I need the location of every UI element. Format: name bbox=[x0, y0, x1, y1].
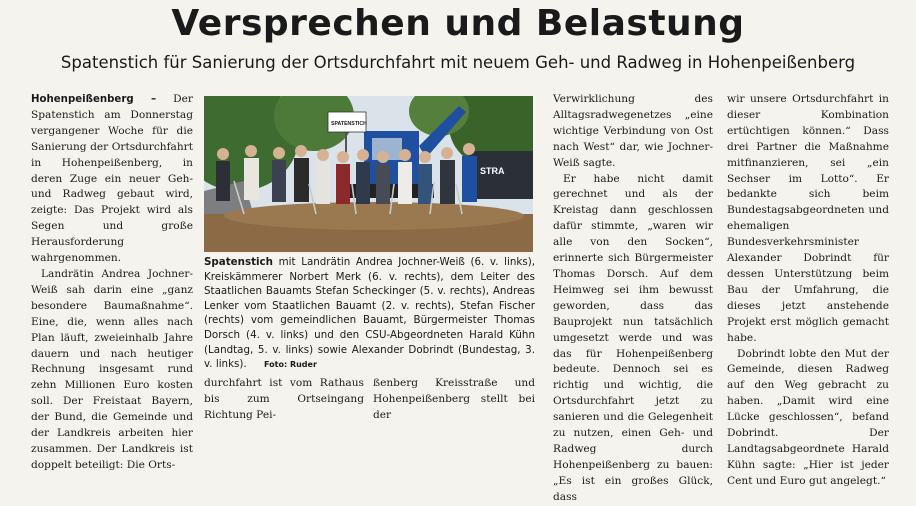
column-3 bbox=[553, 92, 713, 506]
paragraph: Er habe nicht damit gerechnet und als der Kreistag dann geschlossen dafür stimmte, „waren wir alle von den Socken“, erinnerte sich Bürgermeister Thomas Dorsch. Auf dem Heimweg sei ihm bewusst geworden, dass das Bauprojekt nun tatsächlich umgesetzt werde und was das für Hohenpeißenberg bedeute. Dennoch sei es richtig und wichtig, die Ortsdurchfahrt jetzt zu sanieren und die Gelegenheit zu nutzen, einen Geh- und Radweg durch Hohenpeißenberg zu bauen: „Es ist ein großes Glück, dass bbox=[553, 172, 713, 503]
paragraph: durchfahrt ist vom Rathaus bis zum Ortseingang Richtung Pei- bbox=[204, 377, 364, 421]
paragraph bbox=[31, 92, 193, 267]
caption-text: mit Landrätin Andrea Jochner-Weiß (6. v. links), Kreiskämmerer Norbert Merk (6. v. rechts), dem Leiter des Staatlichen Bauamts Stefan Scheckinger (5. v. rechts), Andreas Lenker vom Staatlichen Bauamt (2. v. rechts), Stefan Fischer (rechts) vom gemeindlichen Bauamt, Bürgermeister Thomas Dorsch (4. v. links) und den CSU-Abgeordneten Harald Kühn (Landtag, 5. v. links) sowie Alexander Dobrindt (Bundestag, 3. v. links). bbox=[204, 256, 535, 371]
dateline: Hohenpeißenberg – bbox=[31, 94, 157, 105]
column-3-bottom bbox=[373, 376, 535, 424]
column-4 bbox=[727, 92, 889, 490]
paragraph-text: Der Spatenstich am Donnerstag vergangener Woche für die Sanierung der Ortsdurchfahrt in Hohenpeißenberg, in deren Zuge ein neuer Geh- und Radweg gebaut wird, zeigte: Das Projekt wird als Segen und große Herausforderung wahrgenommen. bbox=[31, 93, 193, 265]
subheadline: Spatenstich für Sanierung der Ortsdurchfahrt mit neuem Geh- und Radweg in Hohenpeißenberg bbox=[60, 53, 856, 72]
paragraph: Landrätin Andrea Jochner-Weiß sah darin eine „ganz besondere Baumaßnahme“. Eine, die, wenn alles nach Plan läuft, zweieinhalb Jahre dauern und nach heutiger Rechnung insgesamt rund zehn Millionen Euro kosten soll. Der Freistaat Bayern, der Bund, die Gemeinde und der Landkreis arbeiten hier zusammen. Der Landkreis ist doppelt beteiligt: Die Orts- bbox=[31, 267, 193, 471]
caption-lead: Spatenstich bbox=[204, 256, 273, 268]
truck-lettering: STRA bbox=[480, 166, 505, 176]
groundbreaking-photo bbox=[204, 96, 533, 252]
column-2-bottom bbox=[204, 376, 364, 424]
paragraph: wir unsere Ortsdurchfahrt in dieser Kombination ertüchtigen können.“ Dass drei Partner die Maßnahme mitfinanzieren, sei „ein Sechser im Lotto“. Er bedankte sich beim Bundestagsabgeordneten und ehemaligen Bundesverkehrsminister Alexander Dobrindt für dessen Unterstützung beim Bau der Umfahrung, die dieses jetzt anstehende Projekt erst möglich gemacht habe. bbox=[727, 93, 889, 344]
photo-credit: Foto: Ruder bbox=[264, 360, 317, 370]
headline: Versprechen und Belastung bbox=[171, 3, 745, 44]
photo-caption bbox=[204, 255, 535, 373]
paragraph: ßenberg Kreisstraße und Hohenpeißenberg stellt bei der bbox=[373, 377, 535, 421]
article-photo bbox=[204, 96, 533, 252]
photo-sign: SPATENSTICH bbox=[331, 121, 367, 127]
paragraph: Dobrindt lobte den Mut der Gemeinde, diesen Radweg auf den Weg gebracht zu haben. „Damit wird eine Lücke geschlossen“, befand Dobrindt. Der Landtagsabgeordnete Harald Kühn sagte: „Hier ist jeder Cent und Euro gut angelegt.“ bbox=[727, 347, 889, 487]
column-1 bbox=[31, 92, 193, 474]
paragraph: Verwirklichung des Alltagsradwegenetzes „eine wichtige Verbindung von Ost nach West“ dar, wie Jochner-Weiß sagte. bbox=[553, 93, 713, 169]
